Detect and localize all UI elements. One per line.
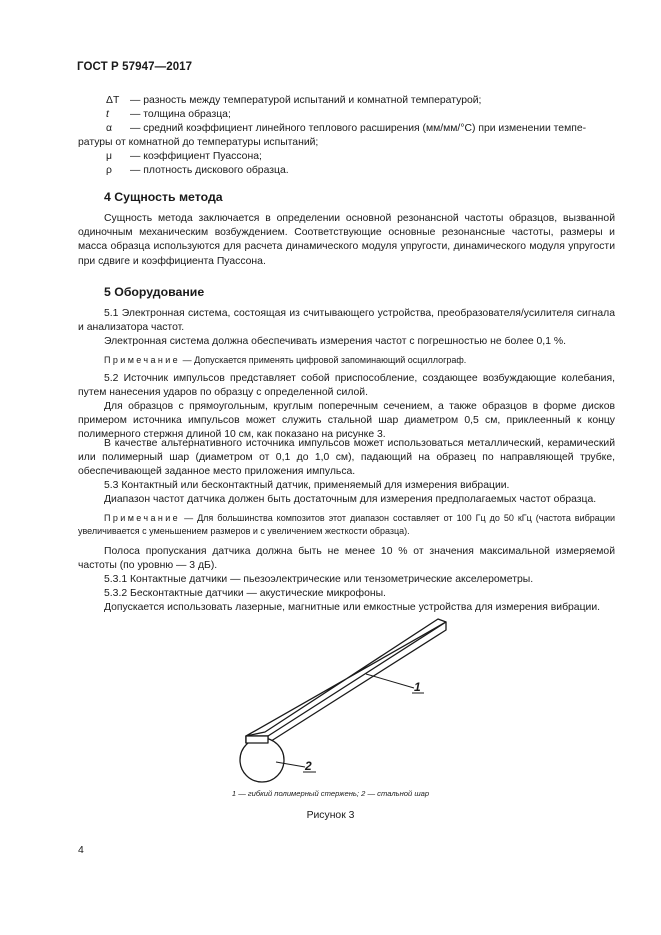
paragraph-5-3: 5.3 Контактный или бесконтактный датчик, применяемый для измерения вибрации. [104,480,510,491]
definition-text: ратуры от комнатной до температуры испытаний; [78,137,319,148]
definition-text: — коэффициент Пуассона; [130,151,262,162]
definition-text: — толщина образца; [130,109,231,120]
figure-label-1: 1 [414,680,421,694]
caption-text: — стальной шар [365,789,430,798]
paragraph-5-1: 5.1 Электронная система, состоящая из считывающего устройства, преобразователя/усилителя сигнала и анализатора частот. [78,308,615,334]
definition-symbol: ΔT [106,95,120,106]
paragraph-5-1-accuracy: Электронная система должна обеспечивать измерения частот с погрешностью не более 0,1 %. [104,336,566,347]
figure-title: Рисунок 3 [306,810,355,821]
paragraph-bandwidth: Полоса пропускания датчика должна быть не менее 10 % от значения максимальной измеряемой частоты (по уровню — 3 дБ). [78,546,615,572]
caption-number: 2 [361,789,366,798]
document-header: ГОСТ Р 57947—2017 [77,61,193,73]
steel-ball [240,738,284,782]
paragraph-5-3-range: Диапазон частот датчика должен быть достаточным для измерения предполагаемых частот образца. [104,494,597,505]
paragraph-5-3-1: 5.3.1 Контактные датчики — пьезоэлектрические или тензометрические акселерометры. [104,574,534,585]
section-4-heading: 4 Сущность метода [104,190,223,204]
page-number: 4 [78,845,84,856]
definition-symbol: α [106,123,113,134]
definition-text: — плотность дискового образца. [130,165,289,176]
leader-line-1 [366,674,414,688]
section-4-paragraph: Сущность метода заключается в определении основной резонансной частоты образцов, вызванной одиночным механическим возбуждением. Соответствующие основные резонансные частоты, размеры и масса образца используются для расчета динамического модуля упругости, динамического модуля упругости при сдвиге и коэффициента Пуассона. [78,213,615,267]
definition-symbol: μ [106,151,112,162]
paragraph-5-2-alternative: В качестве альтернативного источника импульсов может использоваться металлический, керамический или полимерный шар (диаметром от 0,1 до 1,0 см), падающий на образец по направляющей трубке, обеспечивающей заданное место приложения импульса. [78,438,615,478]
note-text: — Допускается применять цифровой запоминающий осциллограф. [180,355,467,365]
paragraph-5-2-example: Для образцов с прямоугольным, круглым поперечным сечением, а также образцов в форме дисков примером источника импульсов может служить стальной шар диаметром 0,5 см, приклеенный к концу полимерного стержня длиной 10 см, как показано на рисунке 3. [78,401,615,441]
definition-symbol: t [106,109,109,120]
definition-text: — средний коэффициент линейного теплового расширения (мм/мм/°С) при изменении темпе- [130,123,587,134]
definition-text: — разность между температурой испытаний и комнатной температурой; [130,95,482,106]
caption-number: 1 [231,789,237,798]
note-label: Примечание [104,355,181,365]
definition-symbol: ρ [106,165,112,176]
paragraph-5-3-2: 5.3.2 Бесконтактные датчики — акустические микрофоны. [104,588,386,599]
polymer-rod-top [246,619,446,736]
section-5-heading: 5 Оборудование [104,285,205,299]
note-text: — Для большинства композитов этот диапазон составляет от 100 Гц до 50 кГц (частота вибрации увеличивается с уменьшением размеров и с увеличением жесткости образца). [78,513,615,536]
figure-caption [0,789,661,798]
paragraph-allowed-devices: Допускается использовать лазерные, магнитные или емкостные устройства для измерения вибрации. [104,602,601,613]
caption-text: — гибкий полимерный стержень; [236,789,362,798]
paragraph-5-2: 5.2 Источник импульсов представляет собой приспособление, создающее возбуждающие колебания, путем нанесения ударов по образцу с определенной силой. [78,373,615,399]
note-label: Примечание [104,513,181,523]
figure-label-2: 2 [305,759,312,773]
